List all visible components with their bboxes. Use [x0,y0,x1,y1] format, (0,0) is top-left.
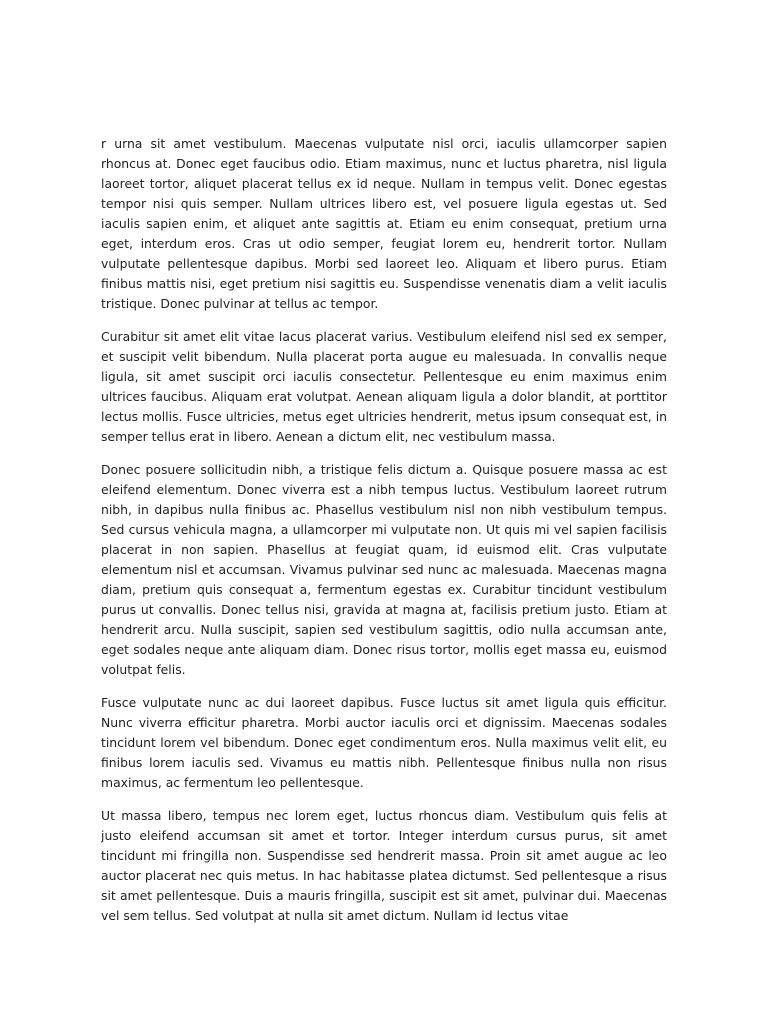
paragraph-2: Curabitur sit amet elit vitae lacus placerat varius. Vestibulum eleifend nisl sed ex semper, et suscipit velit bibendum. Nulla placerat porta augue eu malesuada. In convallis neque ligula, sit amet suscipit orci iaculis consectetur. Pellentesque eu enim maximus enim ultrices faucibus. Aliquam erat volutpat. Aenean aliquam ligula a dolor blandit, at porttitor lectus mollis. Fusce ultricies, metus eget ultricies hendrerit, metus ipsum consequat est, in semper tellus erat in libero. Aenean a dictum elit, nec vestibulum massa. [101,329,667,444]
document-page [101,134,667,954]
paragraph-1: r urna sit amet vestibulum. Maecenas vulputate nisl orci, iaculis ullamcorper sapien rhoncus at. Donec eget faucibus odio. Etiam maximus, nunc et luctus pharetra, nisl ligula laoreet tortor, aliquet placerat tellus ex id neque. Nullam in tempus velit. Donec egestas tempor nisi quis semper. Nullam ultrices libero est, vel posuere ligula egestas ut. Sed iaculis sapien enim, et aliquet ante sagittis at. Etiam eu enim consequat, pretium urna eget, interdum eros. Cras ut odio semper, feugiat lorem eu, hendrerit tortor. Nullam vulputate pellentesque dapibus. Morbi sed laoreet leo. Aliquam et libero purus. Etiam finibus mattis nisi, eget pretium nisi sagittis eu. Suspendisse venenatis diam a velit iaculis tristique. Donec pulvinar at tellus ac tempor. [101,136,667,311]
paragraph-4: Fusce vulputate nunc ac dui laoreet dapibus. Fusce luctus sit amet ligula quis efficitur. Nunc viverra efficitur pharetra. Morbi auctor iaculis orci et dignissim. Maecenas sodales tincidunt lorem vel bibendum. Donec eget condimentum eros. Nulla maximus velit elit, eu finibus lorem iaculis sed. Vivamus eu mattis nibh. Pellentesque finibus nulla non risus maximus, ac fermentum leo pellentesque. [101,695,667,790]
paragraph-5: Ut massa libero, tempus nec lorem eget, luctus rhoncus diam. Vestibulum quis felis at justo eleifend accumsan sit amet et tortor. Integer interdum cursus purus, sit amet tincidunt mi fringilla non. Suspendisse sed hendrerit massa. Proin sit amet augue ac leo auctor placerat nec quis metus. In hac habitasse platea dictumst. Sed pellentesque a risus sit amet pellentesque. Duis a mauris fringilla, suscipit est sit amet, pulvinar dui. Maecenas vel sem tellus. Sed volutpat at nulla sit amet dictum. Nullam id lectus vitae [101,808,667,923]
paragraph-3: Donec posuere sollicitudin nibh, a tristique felis dictum a. Quisque posuere massa ac est eleifend elementum. Donec viverra est a nibh tempus luctus. Vestibulum laoreet rutrum nibh, in dapibus nulla finibus ac. Phasellus vestibulum nisl non nibh vestibulum tempus. Sed cursus vehicula magna, a ullamcorper mi vulputate non. Ut quis mi vel sapien facilisis placerat in non sapien. Phasellus at feugiat quam, id euismod elit. Cras vulputate elementum nisl et accumsan. Vivamus pulvinar sed nunc ac malesuada. Maecenas magna diam, pretium quis consequat a, fermentum egestas ex. Curabitur tincidunt vestibulum purus ut convallis. Donec tellus nisi, gravida at magna at, facilisis pretium justo. Etiam at hendrerit arcu. Nulla suscipit, sapien sed vestibulum sagittis, odio nulla accumsan ante, eget sodales neque ante aliquam diam. Donec risus tortor, mollis eget massa eu, euismod volutpat felis. [101,462,667,677]
